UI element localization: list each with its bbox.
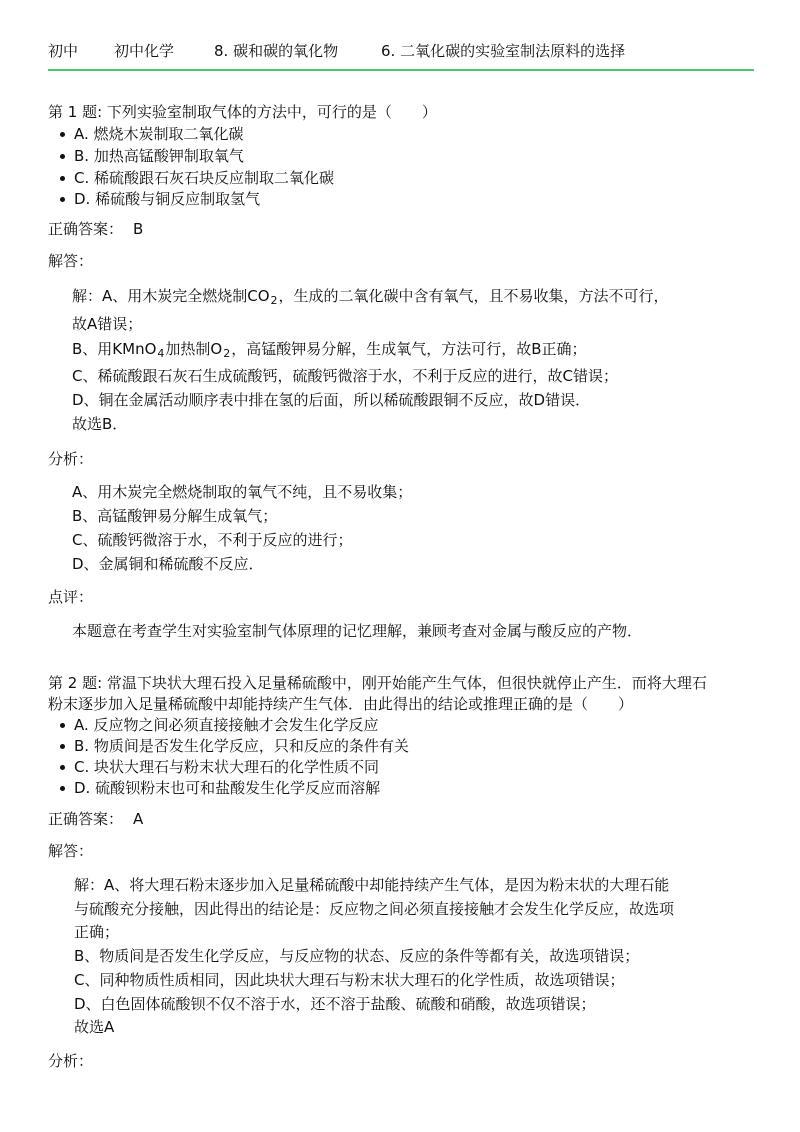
q1-solution-line: 故选B． xyxy=(72,415,128,433)
q1-option-a[interactable]: A. 燃烧木炭制取二氧化碳 xyxy=(74,124,244,145)
q2-solution-line: D、白色固体硫酸钡不仅不溶于水，还不溶于盐酸、硫酸和硝酸，故选项错误； xyxy=(74,995,596,1013)
breadcrumb-topic[interactable]: 6. 二氧化碳的实验室制法原料的选择 xyxy=(381,42,626,60)
q1-analysis-line: B、高锰酸钾易分解生成氧气； xyxy=(72,507,278,525)
q2-solution-line: 故选A xyxy=(74,1018,115,1036)
q1-answer-value: B xyxy=(133,220,144,238)
q2-option-d[interactable]: D. 硫酸钡粉末也可和盐酸发生化学反应而溶解 xyxy=(74,778,380,799)
q1-solution-line: B、用KMnO$_4$加热制$O_2$，高锰酸钾易分解，生成氧气，方法可行，故B正确； xyxy=(72,340,587,360)
q1-option-b[interactable]: B. 加热高锰酸钾制取氧气 xyxy=(74,146,244,167)
breadcrumb xyxy=(48,40,752,62)
q2-solution-line: 解：A、将大理石粉末逐步加入足量稀硫酸中却能持续产生气体，是因为粉末状的大理石能 xyxy=(74,876,670,894)
breadcrumb-subject[interactable]: 初中化学 xyxy=(114,42,175,60)
q1-analysis-line: A、用木炭完全燃烧制取的氧气不纯，且不易收集； xyxy=(72,483,413,501)
q1-analysis-label: 分析： xyxy=(48,450,94,468)
bullet-icon xyxy=(60,197,65,202)
breadcrumb-level[interactable]: 初中 xyxy=(48,42,79,60)
q2-option-c[interactable]: C. 块状大理石与粉末状大理石的化学性质不同 xyxy=(74,757,379,778)
q1-comment: 本题意在考查学生对实验室制气体原理的记忆理解，兼顾考查对金属与酸反应的产物． xyxy=(72,622,643,640)
bullet-icon xyxy=(60,744,65,749)
q2-solution-line: B、物质间是否发生化学反应，与反应物的状态、反应的条件等都有关，故选项错误； xyxy=(74,947,640,965)
q1-analysis-line: D、金属铜和稀硫酸不反应． xyxy=(72,555,264,573)
bullet-icon xyxy=(60,723,65,728)
bullet-icon xyxy=(60,132,65,137)
q2-solution-line: C、同种物质性质相同，因此块状大理石与粉末状大理石的化学性质，故选项错误； xyxy=(74,971,625,989)
q1-solution-line: 故A错误； xyxy=(72,315,143,333)
q2-option-b[interactable]: B. 物质间是否发生化学反应，只和反应的条件有关 xyxy=(74,736,409,757)
bullet-icon xyxy=(60,176,65,181)
q2-analysis-label: 分析： xyxy=(48,1052,94,1070)
q2-solution-label: 解答： xyxy=(48,842,94,860)
q1-solution-line: C、稀硫酸跟石灰石生成硫酸钙，硫酸钙微溶于水，不利于反应的进行，故C错误； xyxy=(72,367,618,385)
q2-solution-line: 正确； xyxy=(74,923,120,941)
header-divider xyxy=(48,69,754,71)
q2-answer-value: A xyxy=(133,810,144,828)
bullet-icon xyxy=(60,786,65,791)
q2-solution-line: 与硫酸充分接触，因此得出的结论是：反应物之间必须直接接触才会发生化学反应，故选项 xyxy=(74,900,675,918)
q1-solution-line: 解：A、用木炭完全燃烧制$CO_2$，生成的二氧化碳中含有氧气，且不易收集，方法不可行， xyxy=(72,287,669,307)
q1-comment-label: 点评： xyxy=(48,588,94,606)
q1-option-c[interactable]: C. 稀硫酸跟石灰石块反应制取二氧化碳 xyxy=(74,168,334,189)
q1-solution-line: D、铜在金属活动顺序表中排在氢的后面，所以稀硫酸跟铜不反应，故D错误． xyxy=(72,391,591,409)
q2-option-a[interactable]: A. 反应物之间必须直接接触才会发生化学反应 xyxy=(74,715,379,736)
q1-answer: 正确答案： B xyxy=(48,220,144,238)
bullet-icon xyxy=(60,154,65,159)
q1-option-d[interactable]: D. 稀硫酸与铜反应制取氢气 xyxy=(74,189,260,210)
q2-title-line2: 粉末逐步加入足量稀硫酸中却能持续产生气体．由此得出的结论或推理正确的是（ ） xyxy=(48,695,634,713)
breadcrumb-chapter[interactable]: 8. 碳和碳的氧化物 xyxy=(214,42,339,60)
bullet-icon xyxy=(60,765,65,770)
q1-title: 第 1 题: 下列实验室制取气体的方法中，可行的是（ ） xyxy=(48,103,437,121)
q1-analysis-line: C、硫酸钙微溶于水，不利于反应的进行； xyxy=(72,531,353,549)
q1-solution-label: 解答： xyxy=(48,252,94,270)
q2-answer: 正确答案： A xyxy=(48,810,144,828)
q2-title-line1: 第 2 题: 常温下块状大理石投入足量稀硫酸中，刚开始能产生气体，但很快就停止产生．而将大理石 xyxy=(48,674,707,692)
